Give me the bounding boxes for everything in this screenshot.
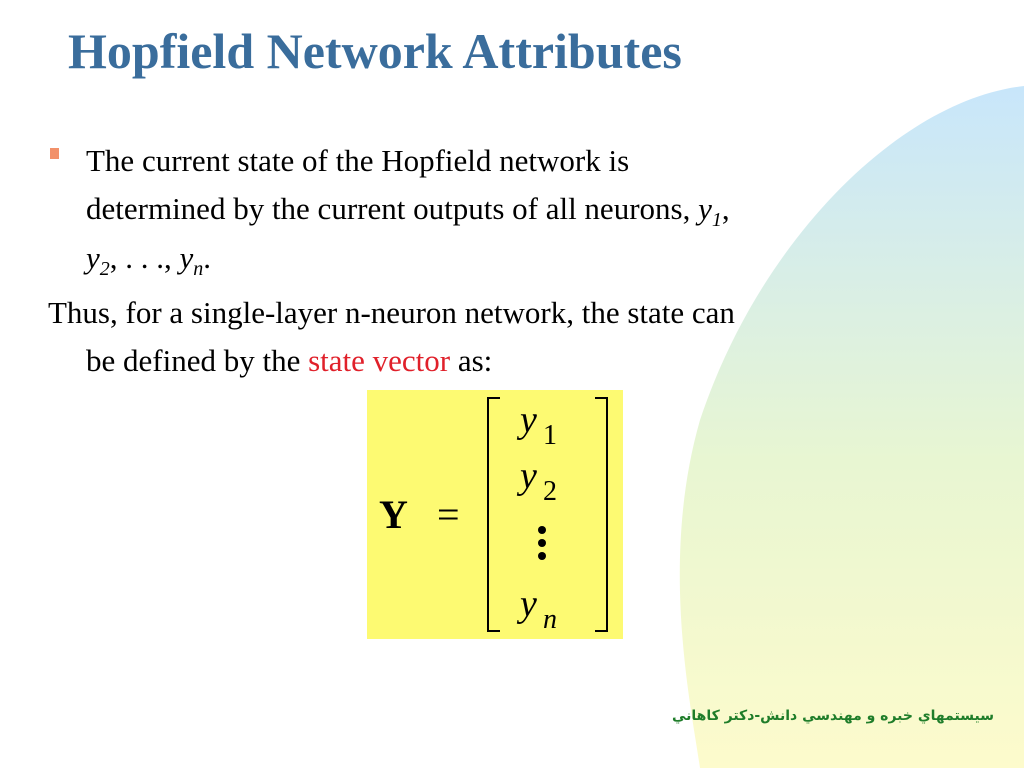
var-yn: $y_n$ xyxy=(179,240,204,281)
svg-text:2: 2 xyxy=(543,476,557,507)
svg-text:n: n xyxy=(543,604,557,635)
equation-equals: = xyxy=(437,492,460,537)
bullet-line-1: The current state of the Hopfield network is xyxy=(86,143,630,178)
svg-text:y: y xyxy=(520,399,537,441)
slide-title: Hopfield Network Attributes xyxy=(68,23,682,79)
vertical-ellipsis xyxy=(538,526,546,560)
bullet-line-2: determined by the current outputs of all neurons, $y_1$, xyxy=(86,191,730,232)
footer-text: سيستمهاي خبره و مهندسي دانش-دكتر كاهاني xyxy=(671,708,994,724)
vector-entry-1 xyxy=(516,399,557,451)
var-y1: $y_1$ xyxy=(698,191,722,232)
paragraph-line-2: be defined by the state vector as: xyxy=(86,343,493,378)
var-y2: $y_2$ xyxy=(86,240,110,281)
equation-lhs: Y xyxy=(379,492,408,537)
bullet-square-icon xyxy=(50,148,59,159)
state-vector-highlight: state vector xyxy=(308,343,451,378)
bullet-line-3: $y_2$, . . ., $y_n$. xyxy=(86,240,212,281)
bullet-line-2-text: determined by the current outputs of all neurons, xyxy=(86,191,699,226)
left-bracket xyxy=(488,398,500,631)
vector-entry-n xyxy=(516,583,557,635)
state-vector-equation xyxy=(367,390,623,639)
svg-text:y: y xyxy=(520,455,537,497)
svg-text:y: y xyxy=(520,583,537,625)
paragraph-line-1: Thus, for a single-layer n-neuron network, the state can xyxy=(48,295,735,330)
svg-text:1: 1 xyxy=(543,420,557,451)
vector-entry-2 xyxy=(516,455,557,507)
right-bracket xyxy=(595,398,607,631)
